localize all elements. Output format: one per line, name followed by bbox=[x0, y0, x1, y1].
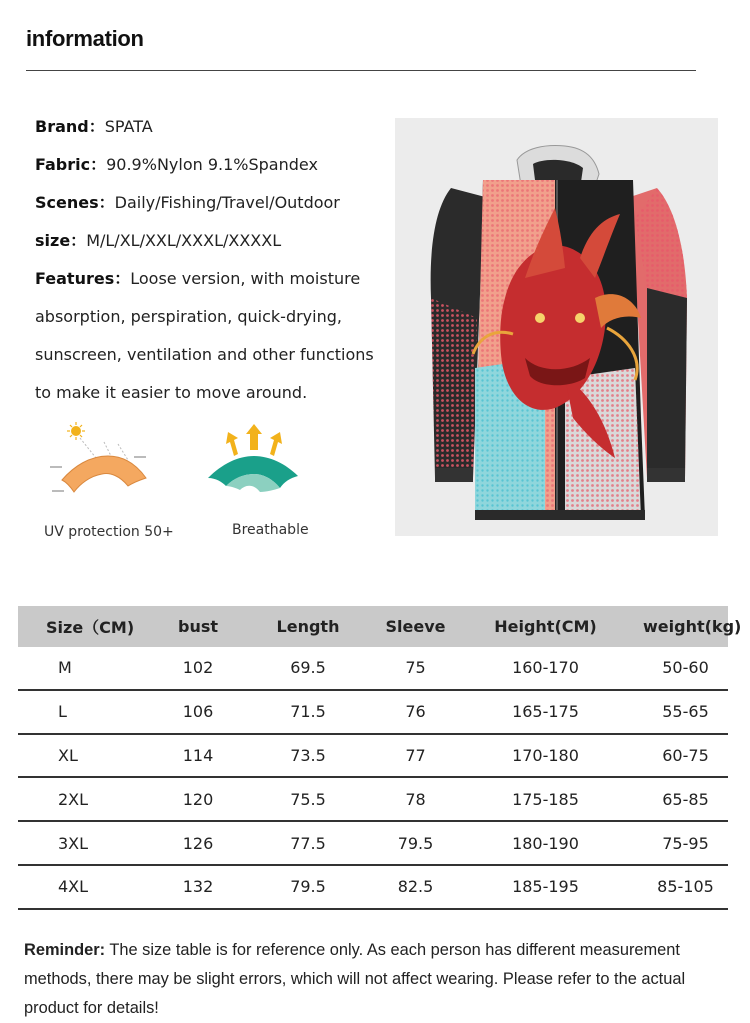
uv-protection-label: UV protection 50+ bbox=[44, 524, 174, 540]
cell-bust: 126 bbox=[182, 833, 214, 853]
header-weight: weight(kg) bbox=[643, 617, 742, 636]
size-line bbox=[35, 222, 395, 260]
size-table bbox=[18, 606, 742, 910]
product-info bbox=[35, 108, 395, 412]
reminder-text: The size table is for reference only. As each person has different measurement methods, there may be slight errors, which will not affect wearing. Please refer to the actual product for details! bbox=[24, 941, 686, 1017]
brand-value: SPATA bbox=[104, 117, 153, 136]
reminder-note bbox=[24, 936, 730, 1023]
breathable-label: Breathable bbox=[232, 522, 309, 538]
cell-sleeve: 78 bbox=[405, 789, 426, 809]
uv-protection-icon bbox=[44, 420, 154, 500]
cell-bust: 114 bbox=[182, 745, 214, 765]
reminder-label: Reminder: bbox=[24, 941, 106, 959]
cell-height: 160-170 bbox=[512, 658, 579, 678]
features-value: Loose version, with moisture bbox=[130, 269, 361, 288]
cell-bust: 132 bbox=[182, 877, 214, 897]
cell-size: 3XL bbox=[58, 833, 89, 853]
scenes-key: Scenes： bbox=[35, 193, 115, 212]
page-title: information bbox=[26, 26, 144, 51]
product-image bbox=[395, 118, 718, 536]
table-row bbox=[18, 735, 728, 779]
table-row bbox=[18, 866, 728, 910]
cell-sleeve: 82.5 bbox=[397, 877, 434, 897]
brand-key: Brand： bbox=[35, 117, 105, 136]
header-size: Size（CM) bbox=[46, 618, 135, 637]
size-key: size： bbox=[35, 231, 87, 250]
brand-line bbox=[35, 108, 395, 146]
cell-sleeve: 75 bbox=[405, 658, 426, 678]
cell-bust: 106 bbox=[182, 702, 214, 722]
scenes-value: Daily/Fishing/Travel/Outdoor bbox=[114, 193, 340, 212]
header-sleeve: Sleeve bbox=[385, 617, 446, 636]
cell-weight: 50-60 bbox=[662, 658, 709, 678]
features-key: Features： bbox=[35, 269, 131, 288]
breathable-icon bbox=[204, 420, 304, 500]
fabric-line bbox=[35, 146, 395, 184]
features-line-2: absorption, perspiration, quick-drying, bbox=[35, 307, 342, 326]
cell-weight: 60-75 bbox=[662, 745, 709, 765]
cell-length: 77.5 bbox=[290, 833, 326, 853]
fabric-key: Fabric： bbox=[35, 155, 107, 174]
cell-size: L bbox=[58, 702, 67, 722]
cell-weight: 55-65 bbox=[662, 702, 709, 722]
cell-height: 165-175 bbox=[512, 702, 579, 722]
cell-size: M bbox=[58, 658, 72, 678]
cell-sleeve: 79.5 bbox=[397, 833, 434, 853]
cell-size: 2XL bbox=[58, 789, 89, 809]
cell-height: 170-180 bbox=[512, 745, 579, 765]
table-row bbox=[18, 778, 728, 822]
scenes-line bbox=[35, 184, 395, 222]
features-line-3: sunscreen, ventilation and other functions bbox=[35, 345, 374, 364]
cell-size: XL bbox=[58, 745, 78, 765]
cell-weight: 75-95 bbox=[662, 833, 709, 853]
features-line-4: to make it easier to move around. bbox=[35, 383, 308, 402]
table-row bbox=[18, 822, 728, 866]
cell-length: 75.5 bbox=[290, 789, 326, 809]
cell-height: 180-190 bbox=[512, 833, 579, 853]
cell-length: 71.5 bbox=[290, 702, 326, 722]
header-height: Height(CM) bbox=[494, 617, 597, 636]
table-header-row bbox=[18, 606, 742, 647]
features-line bbox=[35, 260, 395, 298]
table-row bbox=[18, 691, 728, 735]
header-length: Length bbox=[276, 617, 340, 636]
cell-size: 4XL bbox=[58, 877, 89, 897]
title-divider bbox=[26, 70, 696, 71]
table-row bbox=[18, 647, 728, 691]
fabric-value: 90.9%Nylon 9.1%Spandex bbox=[106, 155, 318, 174]
cell-sleeve: 76 bbox=[405, 702, 426, 722]
cell-weight: 85-105 bbox=[657, 877, 714, 897]
cell-sleeve: 77 bbox=[405, 745, 426, 765]
cell-length: 69.5 bbox=[290, 658, 326, 678]
cell-weight: 65-85 bbox=[662, 789, 709, 809]
size-value: M/L/XL/XXL/XXXL/XXXXL bbox=[86, 231, 282, 250]
cell-height: 175-185 bbox=[512, 789, 579, 809]
cell-bust: 120 bbox=[182, 789, 214, 809]
header-bust: bust bbox=[177, 617, 218, 636]
cell-length: 73.5 bbox=[290, 745, 326, 765]
cell-length: 79.5 bbox=[290, 877, 326, 897]
cell-bust: 102 bbox=[182, 658, 214, 678]
cell-height: 185-195 bbox=[512, 877, 579, 897]
